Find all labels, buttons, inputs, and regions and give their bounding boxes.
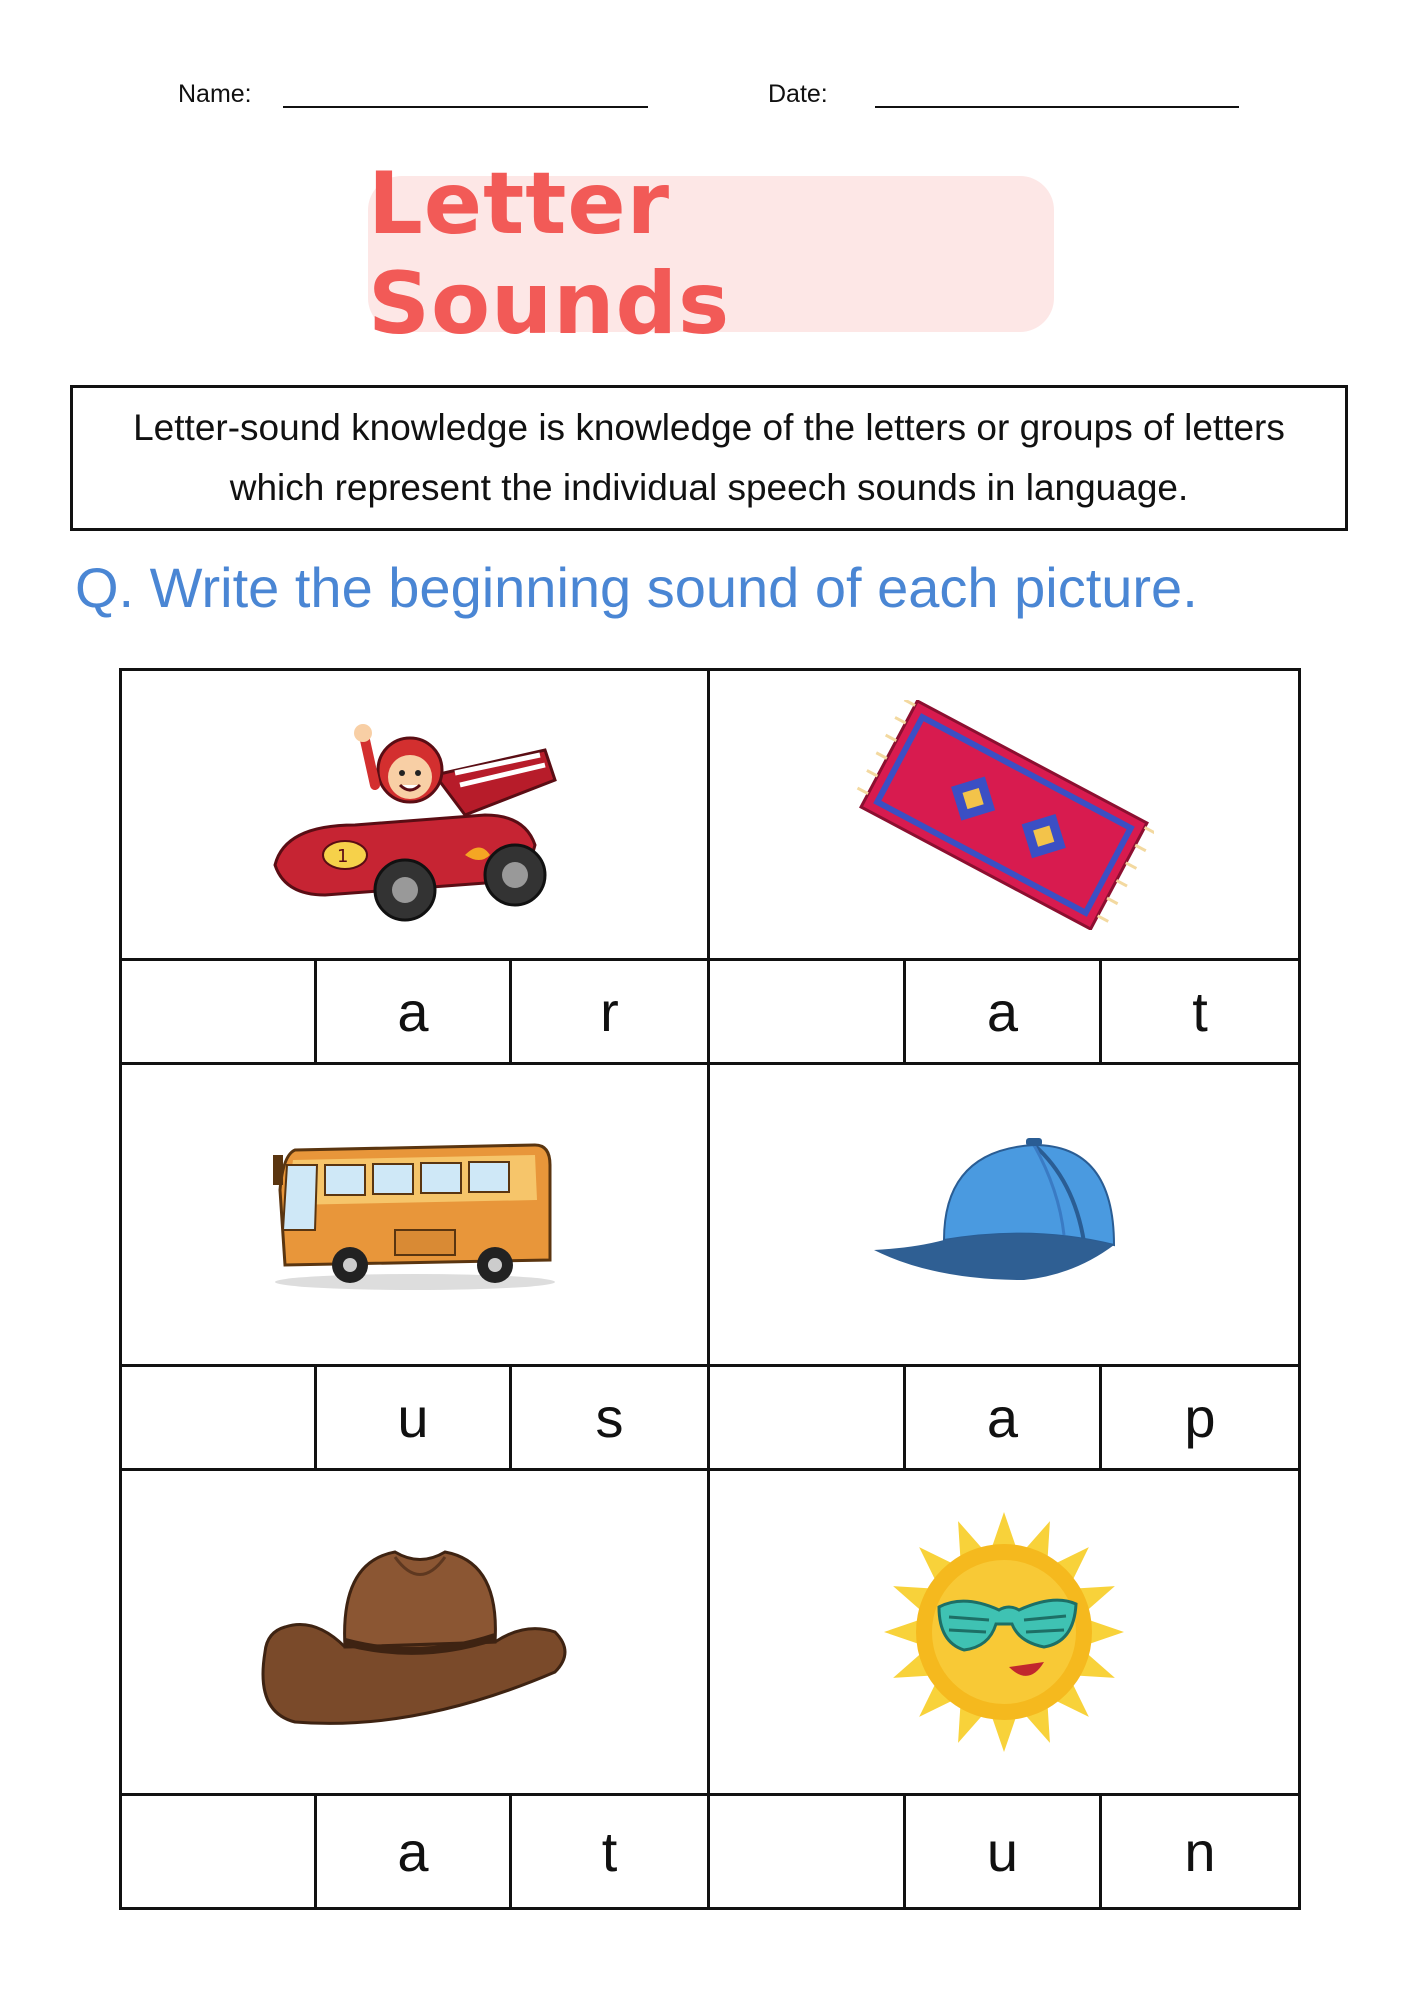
name-label: Name: bbox=[178, 80, 252, 108]
definition-box bbox=[70, 385, 1348, 531]
letter-box: t bbox=[1192, 980, 1208, 1043]
letter-box: a bbox=[317, 961, 512, 1062]
letter-box: u bbox=[317, 1367, 512, 1468]
date-field[interactable] bbox=[875, 106, 1239, 108]
sun-icon bbox=[879, 1507, 1129, 1757]
blank-letter-box[interactable] bbox=[122, 1367, 317, 1468]
picture-cell bbox=[710, 1065, 1298, 1367]
name-field[interactable] bbox=[283, 106, 648, 108]
cap-icon bbox=[874, 1130, 1134, 1300]
letter-box: s bbox=[595, 1386, 624, 1449]
letter-box: a bbox=[906, 961, 1102, 1062]
rug-icon bbox=[854, 700, 1154, 930]
answer-row bbox=[122, 1367, 710, 1471]
definition-text: Letter-sound knowledge is knowledge of the letters or groups of letters which represent the individual speech sounds in language. bbox=[133, 407, 1285, 508]
letter-box: u bbox=[906, 1796, 1102, 1907]
title-banner bbox=[368, 154, 1054, 354]
blank-letter-box[interactable] bbox=[710, 1796, 906, 1907]
picture-cell bbox=[710, 1471, 1298, 1796]
blank-letter-box[interactable] bbox=[122, 961, 317, 1062]
question-text: Q. Write the beginning sound of each picture. bbox=[75, 556, 1198, 619]
answer-row bbox=[710, 1796, 1298, 1907]
answer-row bbox=[122, 961, 710, 1065]
cowboy-hat-icon bbox=[255, 1532, 575, 1732]
letter-box: t bbox=[601, 1820, 618, 1883]
date-label: Date: bbox=[768, 80, 828, 108]
answer-row bbox=[710, 961, 1298, 1065]
blank-letter-box[interactable] bbox=[710, 1367, 906, 1468]
answer-row bbox=[122, 1796, 710, 1907]
bus-icon bbox=[265, 1130, 565, 1300]
worksheet-grid bbox=[119, 668, 1301, 1910]
page-title: Letter Sounds bbox=[368, 154, 731, 354]
svg-text:1: 1 bbox=[336, 845, 348, 867]
race-car-icon bbox=[265, 705, 565, 925]
letter-box: n bbox=[1184, 1820, 1216, 1883]
letter-box: p bbox=[1184, 1386, 1216, 1449]
picture-cell bbox=[122, 671, 710, 961]
picture-cell bbox=[710, 671, 1298, 961]
letter-box: a bbox=[906, 1367, 1102, 1468]
answer-row bbox=[710, 1367, 1298, 1471]
letter-box: a bbox=[317, 1796, 512, 1907]
blank-letter-box[interactable] bbox=[122, 1796, 317, 1907]
blank-letter-box[interactable] bbox=[710, 961, 906, 1062]
letter-box: r bbox=[600, 980, 619, 1043]
picture-cell bbox=[122, 1471, 710, 1796]
picture-cell bbox=[122, 1065, 710, 1367]
